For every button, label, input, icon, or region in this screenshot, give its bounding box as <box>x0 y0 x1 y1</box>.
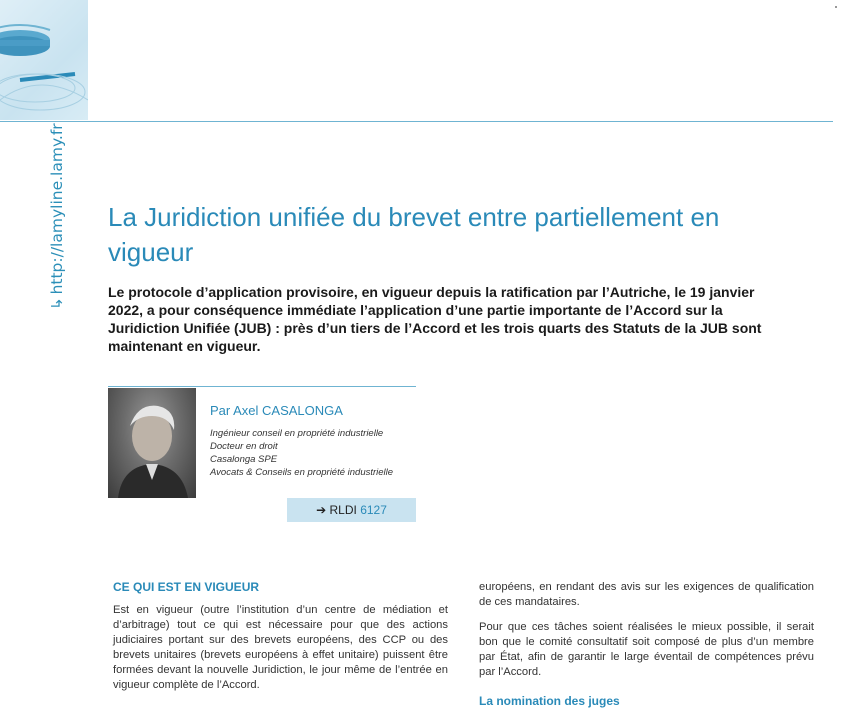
right-arrow-icon: ➔ <box>316 503 327 517</box>
author-credentials <box>210 427 393 479</box>
right-column <box>479 580 814 709</box>
author-credential: Casalonga SPE <box>210 454 278 465</box>
reference-number: 6127 <box>360 503 387 517</box>
side-url-text: http://lamyline.lamy.fr <box>48 123 66 295</box>
author-photo <box>108 388 196 498</box>
subsection-heading: La nomination des juges <box>479 694 620 708</box>
section-heading: CE QUI EST EN VIGUEUR <box>113 580 260 594</box>
author-credential: Ingénieur conseil en propriété industrielle <box>210 428 384 439</box>
body-paragraph: Est en vigueur (outre l’institution d’un centre de médiation et d’arbitrage) tout ce qui est nécessaire pour que des actions judiciaires portant sur des brevets européens, des CCP ou des brevets unitaires (brevets européens à effet unitaire) puissent être formées devant la nouvelle Juridiction, le jour même de l’entrée en vigueur complète de l’Accord. <box>113 604 448 691</box>
body-paragraph: Pour que ces tâches soient réalisées le mieux possible, il serait bon que le comité consultatif soit composé de plus d’un membre par État, afin de garantir le large éventail de compétences prévu par l’Accord. <box>479 621 814 678</box>
header-illustration <box>0 0 88 120</box>
article-lead: Le protocole d’application provisoire, en vigueur depuis la ratification par l’Autriche, le 19 janvier 2022, a pour conséquence immédiate l’application d’une partie importante de l’Accord sur la Juridiction Unifiée (JUB) : près d’un tiers de l’Accord et les trois quarts des Statuts de la JUB sont maintenant en vigueur. <box>108 284 762 354</box>
corner-mark <box>835 6 837 8</box>
left-column <box>113 580 448 703</box>
body-paragraph: européens, en rendant des avis sur les exigences de qualification de ces mandataires. <box>479 581 814 608</box>
header-divider <box>0 121 833 122</box>
reference-prefix: RLDI <box>329 503 357 517</box>
author-box <box>108 386 416 497</box>
author-credential: Docteur en droit <box>210 441 278 452</box>
side-url[interactable] <box>48 123 66 310</box>
article-title: La Juridiction unifiée du brevet entre partiellement en vigueur <box>108 202 720 267</box>
author-name: Par Axel CASALONGA <box>210 403 343 418</box>
curved-arrow-icon: ↳ <box>48 297 66 310</box>
author-credential: Avocats & Conseils en propriété industrielle <box>210 467 394 478</box>
reference-box[interactable] <box>287 498 416 522</box>
